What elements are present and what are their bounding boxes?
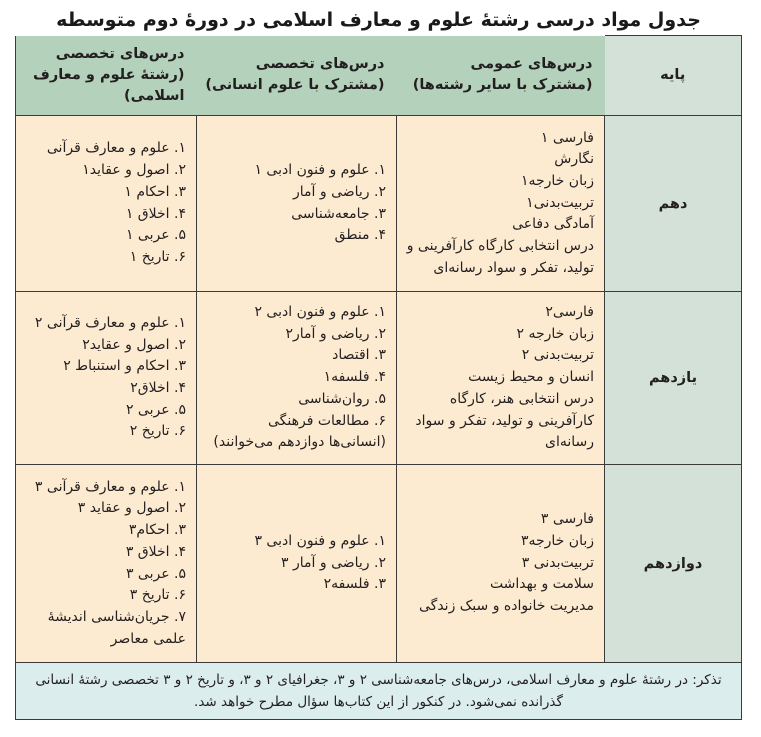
grade-cell: دوازدهم bbox=[605, 465, 742, 663]
header-shared-title: درس‌های تخصصی bbox=[255, 56, 385, 73]
header-specialized-subtitle-1: (رشتهٔ علوم و معارف bbox=[33, 66, 185, 83]
course-item: زبان خارجه۳ bbox=[520, 532, 594, 549]
course-item: ۱. علوم و معارف قرآنی ۳ bbox=[34, 478, 186, 495]
note-line-2: گذرانده نمی‌شود. در کنکور از این کتاب‌ها سؤال مطرح خواهد شد. bbox=[194, 694, 563, 710]
note-row bbox=[16, 663, 742, 720]
course-item: تربیت‌بدنی ۲ bbox=[521, 347, 594, 364]
course-item: ۳. احکام و استنباط ۲ bbox=[63, 358, 186, 375]
course-item: ۵. عربی ۲ bbox=[125, 401, 186, 418]
header-shared-courses bbox=[197, 36, 397, 116]
course-item: ۳. فلسفه۲ bbox=[323, 576, 386, 593]
course-item: ۲. اصول و عقاید۱ bbox=[82, 162, 186, 179]
specialized-courses-cell bbox=[16, 292, 197, 465]
course-item: تولید، تفکر و سواد رسانه‌ای bbox=[433, 259, 594, 276]
header-specialized-title: درس‌های تخصصی bbox=[55, 45, 185, 62]
course-item: فارسی ۱ bbox=[540, 129, 594, 146]
course-item: فارسی۲ bbox=[545, 304, 594, 321]
grade-cell: دهم bbox=[605, 116, 742, 292]
note-line-1: تذکر: در رشتهٔ علوم و معارف اسلامی، درس‌های جامعه‌شناسی ۲ و ۳، جغرافیای ۲ و ۳، و تاریخ ۲ و ۳ تخصصی رشتهٔ انسانی bbox=[35, 672, 722, 688]
course-item: ۴. فلسفه۱ bbox=[323, 369, 386, 386]
course-item: ۱. علوم و فنون ادبی ۲ bbox=[254, 304, 386, 321]
course-item: درس انتخابی کارگاه کارآفرینی و bbox=[406, 238, 594, 255]
course-item: ۲. اصول و عقاید۲ bbox=[82, 336, 186, 353]
course-item: ۲. ریاضی و آمار bbox=[293, 183, 386, 200]
course-item: فارسی ۳ bbox=[540, 511, 594, 528]
course-item: علمی معاصر bbox=[110, 630, 186, 647]
page-title: جدول مواد درسی رشتهٔ علوم و معارف اسلامی در دورهٔ دوم متوسطه bbox=[56, 9, 701, 31]
header-specialized-courses bbox=[16, 36, 197, 116]
course-item: ۷. جریان‌شناسی اندیشهٔ bbox=[47, 608, 186, 625]
header-specialized-subtitle-2: اسلامی) bbox=[123, 87, 185, 104]
course-item: ۴. اخلاق ۳ bbox=[125, 543, 186, 560]
course-item: ۲. ریاضی و آمار۲ bbox=[285, 325, 386, 342]
course-item: زبان خارجه۱ bbox=[520, 172, 594, 189]
course-item: تربیت‌بدنی ۳ bbox=[521, 554, 594, 571]
course-item: انسان و محیط زیست bbox=[468, 369, 594, 386]
header-general-courses bbox=[397, 36, 605, 116]
table-row-grade-10 bbox=[16, 116, 742, 292]
course-item: ۱. علوم و معارف قرآنی bbox=[46, 140, 186, 157]
course-item: کارآفرینی و تولید، تفکر و سواد bbox=[415, 412, 594, 429]
header-grade: پایه bbox=[605, 36, 742, 116]
course-item: ۴. اخلاق ۱ bbox=[125, 205, 186, 222]
course-item: ۲. اصول و عقاید ۳ bbox=[77, 500, 186, 517]
course-item: ۳. احکام۳ bbox=[128, 522, 186, 539]
course-item: زبان خارجه ۲ bbox=[516, 325, 594, 342]
table-row-grade-11 bbox=[16, 292, 742, 465]
curriculum-table bbox=[15, 35, 742, 720]
course-item: مدیریت خانواده و سبک زندگی bbox=[418, 598, 594, 615]
course-item: ۲. ریاضی و آمار ۳ bbox=[281, 554, 386, 571]
table-header-row bbox=[16, 36, 742, 116]
course-item: ۳. احکام ۱ bbox=[124, 183, 186, 200]
course-item: ۳. جامعه‌شناسی bbox=[291, 205, 386, 222]
header-general-subtitle: (مشترک با سایر رشته‌ها) bbox=[412, 77, 593, 94]
header-shared-subtitle: (مشترک با علوم انسانی) bbox=[205, 77, 385, 94]
course-item: رسانه‌ای bbox=[544, 434, 594, 451]
course-item: سلامت و بهداشت bbox=[489, 576, 594, 593]
course-item: ۴. اخلاق۲ bbox=[130, 380, 186, 396]
course-item-note: (انسانی‌ها دوازدهم می‌خوانند) bbox=[213, 434, 386, 451]
note-cell bbox=[16, 663, 742, 720]
course-item: ۱. علوم و معارف قرآنی ۲ bbox=[34, 314, 186, 331]
course-item: نگارش bbox=[554, 151, 594, 168]
specialized-courses-cell bbox=[16, 465, 197, 663]
general-courses-cell bbox=[397, 292, 605, 465]
header-general-title: درس‌های عمومی bbox=[470, 56, 593, 73]
specialized-courses-cell bbox=[16, 116, 197, 292]
general-courses-cell bbox=[397, 465, 605, 663]
course-item: تربیت‌بدنی۱ bbox=[526, 194, 594, 211]
shared-courses-cell bbox=[197, 292, 397, 465]
course-item: ۵. روان‌شناسی bbox=[298, 390, 386, 407]
course-item: ۵. عربی ۱ bbox=[125, 227, 186, 244]
course-item: ۶. تاریخ ۳ bbox=[129, 587, 186, 604]
table-row-grade-12 bbox=[16, 465, 742, 663]
course-item: ۵. عربی ۳ bbox=[125, 565, 186, 582]
course-item: ۳. اقتصاد bbox=[332, 347, 386, 364]
course-item: ۴. منطق bbox=[334, 227, 386, 244]
course-item: ۶. مطالعات فرهنگی bbox=[267, 412, 386, 429]
general-courses-cell bbox=[397, 116, 605, 292]
grade-cell: یازدهم bbox=[605, 292, 742, 465]
shared-courses-cell bbox=[197, 116, 397, 292]
course-item: ۶. تاریخ ۲ bbox=[129, 423, 186, 440]
course-item: ۱. علوم و فنون ادبی ۳ bbox=[254, 532, 386, 549]
course-item: آمادگی دفاعی bbox=[512, 216, 594, 233]
course-item: درس انتخابی هنر، کارگاه bbox=[449, 390, 594, 407]
course-item: ۶. تاریخ ۱ bbox=[129, 248, 186, 265]
course-item: ۱. علوم و فنون ادبی ۱ bbox=[254, 162, 386, 179]
shared-courses-cell bbox=[197, 465, 397, 663]
